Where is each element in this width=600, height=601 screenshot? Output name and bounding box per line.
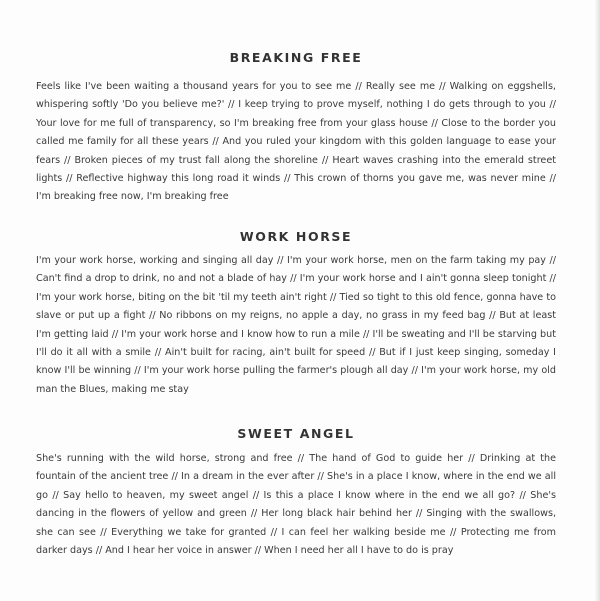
song-title: SWEET ANGEL: [237, 426, 355, 441]
song-lyrics: I'm your work horse, working and singing all day // I'm your work horse, men on the farm taking my pay // Can't find a drop to drink, no and not a blade of hay // I'm your work horse and I ain't gonna sleep tonight // I'm your work horse, biting on the bit 'til my teeth ain't right // Tied so tight to this old fence, gonna have to slave or put up a fight // No ribbons on my reigns, no apple a day, no grass in my feed bag // But at least I'm getting laid // I'm your work horse and I know how to run a mile // I'll be sweating and I'll be starving but I'll do it all with a smile // Ain't built for racing, ain't built for speed // But if I just keep singing, someday I know I'll be winning // I'm your work horse pulling the farmer's plough all day // I'm your work horse, my old man the Blues, making me stay: [36, 255, 556, 395]
song-breaking-free: [36, 50, 556, 207]
song-lyrics: Feels like I've been waiting a thousand years for you to see me // Really see me // Walking on eggshells, whispering softly 'Do you believe me?' // I keep trying to prove myself, nothing I do gets through to you // Your love for me full of transparency, so I'm breaking free from your glass house // Close to the border you called me family for all these years // And you ruled your kingdom with this golden language to ease your fears // Broken pieces of my trust fall along the shoreline // Heart waves crashing into the emerald street lights // Reflective highway this long road it winds // This crown of thorns you gave me, was never mine // I'm breaking free now, I'm breaking free: [36, 81, 556, 203]
song-lyrics: She's running with the wild horse, strong and free // The hand of God to guide her // Drinking at the fountain of the ancient tree // In a dream in the ever after // She's in a place I know, where in the end we all go // Say hello to heaven, my sweet angel // Is this a place I know where in the end we all go? // She's dancing in the flowers of yellow and green // Her long black hair behind her // Singing with the swallows, she can see // Everything we take for granted // I can feel her walking beside me // Protecting me from darker days // And I hear her voice in answer // When I need her all I have to do is pray: [36, 453, 556, 557]
song-sweet-angel: [36, 426, 556, 560]
page-edge-shadow: [594, 0, 600, 601]
song-title: WORK HORSE: [239, 229, 353, 244]
song-work-horse: [36, 229, 556, 399]
song-title: BREAKING FREE: [229, 50, 363, 65]
